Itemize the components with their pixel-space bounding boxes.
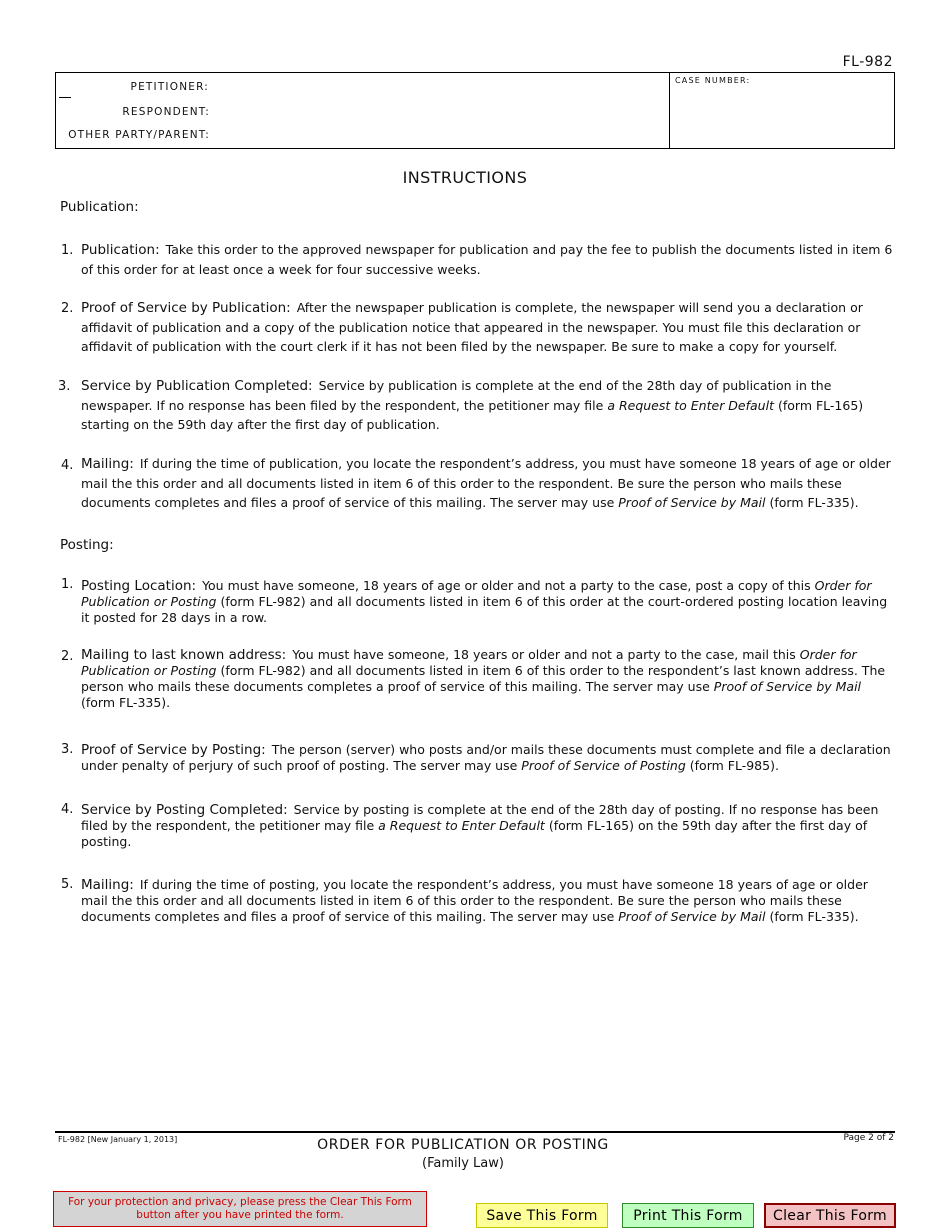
case-number-label: CASE NUMBER:	[675, 76, 751, 85]
posting-heading: Posting:	[60, 537, 114, 553]
footer-divider	[55, 1131, 895, 1133]
instructions-title: INSTRUCTIONS	[402, 168, 528, 187]
petitioner-label: PETITIONER:	[130, 81, 209, 93]
item-number: 3.	[58, 379, 71, 394]
form-code: FL-982	[842, 54, 893, 70]
publication-item-2: Proof of Service by Publication: After the newspaper publication is complete, the newspaper will send you a declaration or affidavit of publication and a copy of the publication notice that appeared in the newspaper. You must file this declaration or affidavit of publication with the court clerk if it has not been filed by the newspaper. Be sure to make a copy for yourself.	[81, 300, 863, 354]
publication-item-3: Service by Publication Completed: Service by publication is complete at the end of the 28th day of publication in the newspaper. If no response has been filed by the respondent, the petitioner may file a Request to Enter Default (form FL-165) starting on the 59th day after the first day of publication.	[81, 378, 864, 432]
posting-item-4: Service by Posting Completed: Service by posting is complete at the end of the 28th day of posting. If no response has been filed by the respondent, the petitioner may file a Request to Enter Default (form FL-165) on the 59th day after the first day of posting.	[81, 802, 879, 849]
publication-item-4: Mailing: If during the time of publication, you locate the respondent’s address, you must have someone 18 years of age or older mail the this order and all documents listed in item 6 of this order to the respondent. Be sure the person who mails these documents completes and files a proof of service of this mailing. The server may use Proof of Service by Mail (form FL-335).	[81, 456, 891, 510]
posting-item-5: Mailing: If during the time of posting, you locate the respondent’s address, you must have someone 18 years of age or older mail the this order and all documents listed in item 6 of this order to the respondent. Be sure the person who mails these documents completes and files a proof of service of this mailing. The server may use Proof of Service by Mail (form FL-335).	[81, 877, 868, 924]
posting-item-3: Proof of Service by Posting: The person (server) who posts and/or mails these documents must complete and file a declaration under penalty of perjury of such proof of posting. The server may use Proof of Service of Posting (form FL-985).	[81, 742, 891, 773]
field-marker	[59, 97, 71, 98]
clear-form-button[interactable]: Clear This Form	[764, 1203, 896, 1228]
publication-item-1: Publication: Take this order to the approved newspaper for publication and pay the fee to publish the documents listed in item 6 of this order for at least once a week for four successive weeks.	[81, 242, 893, 277]
respondent-label: RESPONDENT:	[122, 106, 210, 118]
case-caption-box	[55, 72, 895, 149]
save-form-button[interactable]: Save This Form	[476, 1203, 608, 1228]
item-number: 4.	[61, 458, 74, 473]
case-number-area	[670, 73, 894, 148]
posting-item-1: Posting Location: You must have someone, 18 years of age or older and not a party to the case, post a copy of this Order for Publication or Posting (form FL-982) and all documents listed in item 6 of this order at the court-ordered posting location leaving it posted for 28 days in a row.	[81, 578, 888, 625]
party-names-area	[56, 73, 670, 148]
item-number: 1.	[61, 243, 74, 258]
print-form-button[interactable]: Print This Form	[622, 1203, 754, 1228]
form-subtitle: (Family Law)	[422, 1156, 504, 1171]
privacy-notice: For your protection and privacy, please press the Clear This Form button after you have printed the form.	[53, 1191, 427, 1227]
form-revision-id: FL-982 [New January 1, 2013]	[58, 1135, 178, 1144]
posting-item-2: Mailing to last known address: You must have someone, 18 years or older and not a party to the case, mail this Order for Publication or Posting (form FL-982) and all documents listed in item 6 of this order to the respondent’s last known address. The person who mails these documents completes a proof of service of this mailing. The server may use Proof of Service by Mail (form FL-335).	[81, 647, 886, 710]
item-number: 2.	[61, 649, 74, 664]
page-number: Page 2 of 2	[843, 1133, 894, 1143]
form-title: ORDER FOR PUBLICATION OR POSTING	[317, 1137, 609, 1153]
item-number: 3.	[61, 742, 74, 757]
item-number: 1.	[61, 577, 74, 592]
item-number: 5.	[61, 877, 74, 892]
other-party-label: OTHER PARTY/PARENT:	[68, 129, 210, 141]
item-number: 4.	[61, 802, 74, 817]
publication-heading: Publication:	[60, 199, 139, 215]
item-number: 2.	[61, 301, 74, 316]
